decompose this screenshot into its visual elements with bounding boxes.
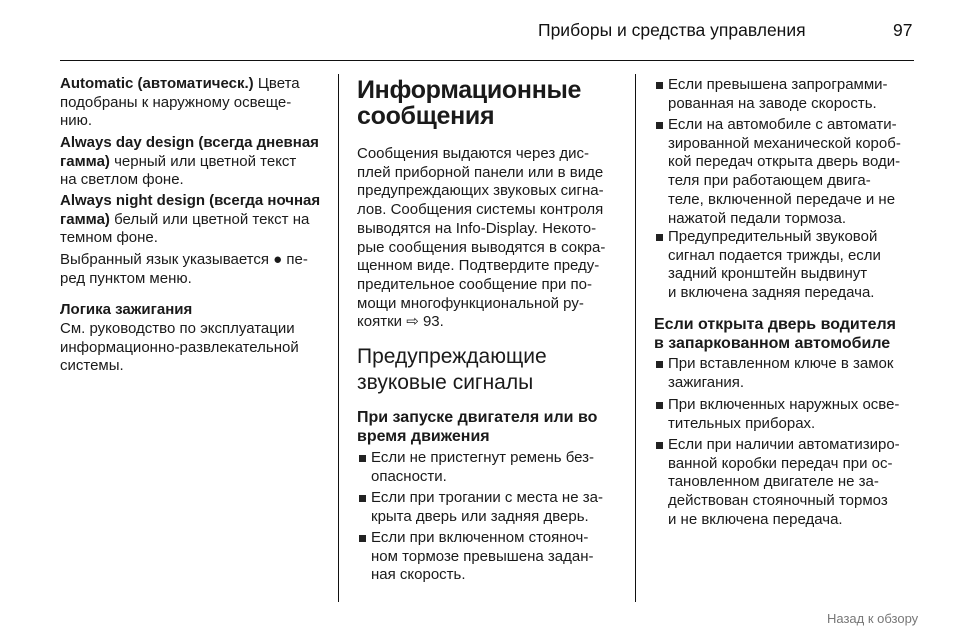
term: Always night design (всегда ночная гамма): [60, 192, 321, 228]
term: Always day design (всегда дневная гамма): [60, 134, 319, 170]
definition: белый или цветной текст на темном фоне.: [60, 210, 310, 247]
paragraph-ignition: См. руководство по эксплуатации информационно-развлекательной системы.: [60, 320, 299, 375]
paragraph-language: [60, 251, 330, 288]
paragraph-automatic: [60, 75, 330, 131]
definition: черный или цветной текст на светлом фоне.: [60, 152, 297, 189]
list-item: Если на автомобиле с автомати- зированной механической короб- кой передач открыта дверь води- теля при работающем двига- теле, включенной передаче и не нажатой педали тормоза.: [655, 116, 933, 228]
text: Сообщения выдаются через дис- плей приборной панели или в виде предупреждающих звуковых сигна- лов. Сообщения системы контроля выводятся на Info-Display. Некото- рые сообщения выводятся в сокра- щенном виде. Подтвердите преду- предительное сообщение при по- мощи многофункциональной ру- коятки: [357, 145, 606, 331]
list-item: При вставленном ключе в замок зажигания.: [655, 355, 933, 392]
list-item: Если при включенном стояноч- ном тормозе превышена задан- ная скорость.: [358, 529, 631, 585]
page-heading: Информационные сообщения: [357, 76, 582, 130]
text: пе- ред пунктом меню.: [60, 251, 308, 287]
back-to-overview-link[interactable]: Назад к обзору: [827, 611, 919, 626]
page-reference-link[interactable]: 93.: [422, 313, 444, 331]
paragraph-messages: [357, 145, 627, 332]
column-divider: [338, 74, 339, 602]
list-item: Если при трогании с места не за- крыта дверь или задняя дверь.: [358, 489, 631, 526]
section-heading-warning-chimes: Предупреждающие звуковые сигналы: [357, 345, 547, 394]
paragraph-day-design: [60, 134, 330, 190]
subheading-driver-door: Если открыта дверь водителя в запаркованном автомобиле: [654, 316, 896, 352]
list-item: Если при наличии автоматизиро- ванной коробки передач при ос- тановленном двигателе не за- действован стояночный тормоз и не включена передача.: [655, 436, 933, 530]
list-item: Если не пристегнут ремень без- опасности.: [358, 449, 631, 486]
section-title: Приборы и средства управления: [538, 20, 806, 40]
reference-arrow-icon: ⇨: [406, 313, 419, 331]
list-item: При включенных наружных осве- тительных приборах.: [655, 396, 933, 433]
header-divider: [60, 60, 914, 61]
term: Automatic (автоматическ.): [60, 75, 254, 92]
page-number: 97: [893, 20, 913, 40]
heading-ignition-logic: Логика зажигания: [60, 301, 193, 318]
subheading-engine-start: При запуске двигателя или во время движения: [357, 409, 598, 445]
list-item: Предупредительный звуковой сигнал подается трижды, если задний кронштейн выдвинут и включена задняя передача.: [655, 228, 933, 303]
definition: Цвета подобраны к наружному освеще- нию.: [60, 75, 300, 130]
bullet-dot-icon: ●: [273, 251, 283, 268]
text: Выбранный язык указывается: [60, 251, 274, 268]
list-item: Если превышена запрограмми- рованная на заводе скорость.: [655, 76, 933, 113]
column-divider: [635, 74, 636, 602]
paragraph-night-design: [60, 192, 330, 248]
